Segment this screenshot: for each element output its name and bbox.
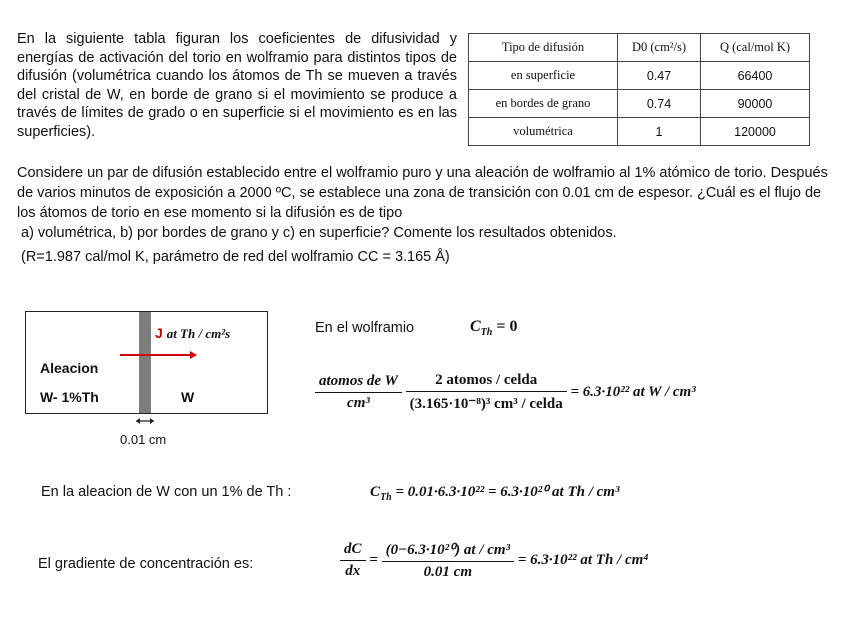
eq4-label: El gradiente de concentración es:	[38, 556, 254, 572]
table-cell: 90000	[701, 90, 810, 118]
table-row	[469, 90, 810, 118]
flux-label	[155, 325, 230, 342]
eq1-lhs: C	[470, 318, 481, 335]
eq4-rhs-fraction	[382, 540, 515, 581]
eq2-expression	[315, 372, 696, 413]
table-cell: 1	[618, 118, 701, 146]
eq2-rhs-numerator: 2 atomos / celda	[435, 372, 538, 388]
eq2-lhs-denominator: cm³	[315, 392, 402, 412]
problem-statement	[17, 163, 832, 243]
eq1-rhs: = 0	[496, 318, 518, 335]
flux-arrow-icon	[118, 349, 198, 361]
eq3-label: En la aleacion de W con un 1% de Th :	[41, 484, 292, 500]
diffusion-table	[468, 33, 810, 146]
eq3-lhs: C	[370, 484, 381, 500]
table-header-cell: Q (cal/mol K)	[701, 34, 810, 62]
eq4-lhs-denominator: dx	[340, 560, 366, 580]
eq3-sub: Th	[380, 492, 392, 503]
flux-symbol: J	[155, 325, 163, 341]
transition-zone-bar	[139, 312, 151, 413]
table-row	[469, 62, 810, 90]
table-cell: 66400	[701, 62, 810, 90]
eq1-label: En el wolframio	[315, 320, 415, 336]
table-cell: en superficie	[469, 62, 618, 90]
table-cell: 0.47	[618, 62, 701, 90]
eq4-expression: $\frac{dC}{dx}$ = $\frac{\text{(0−6.3·10²⁰) at / cm³}}{0.01 cm}$ = 6.3·10²² at Th / cm⁴	[340, 540, 649, 581]
eq4-rhs-denominator: 0.01 cm	[382, 561, 515, 581]
table-row	[469, 118, 810, 146]
alloy-label: Aleacion	[40, 360, 99, 376]
eq4-rhs-numerator: (0−6.3·10²⁰) at / cm³	[385, 542, 511, 558]
eq2-rhs-fraction	[406, 372, 567, 413]
table-header-row	[469, 34, 810, 62]
table-cell: 120000	[701, 118, 810, 146]
problem-line-1: Considere un par de difusión establecido entre el wolframio puro y una aleación de wolframio al 1% atómico de torio. Después de varios minutos de exposición a 2000 ºC, se establece una zona de transición con 0.01 cm de espesor. ¿Cuál es el flujo de los átomos de torio en ese momento si la difusión es de tipo	[17, 165, 828, 221]
table-cell: en bordes de grano	[469, 90, 618, 118]
intro-paragraph: En la siguiente tabla figuran los coeficientes de difusividad y energías de activación del torio en wolframio para distintos tipos de difusión (volumétrica cuando los átomos de Th se mueven a través del cristal de W, en borde de grano si el movimiento se produce a través de límites de grado o en superficie si el movimiento es en las superficies).	[17, 31, 457, 140]
eq4-lhs-numerator: dC	[344, 541, 362, 557]
eq2-rhs-denominator: (3.165·10⁻⁸)³ cm³ / celda	[406, 391, 567, 413]
eq4-result: = 6.3·10²² at Th / cm⁴	[517, 551, 649, 568]
thickness-arrow-icon	[133, 416, 157, 426]
eq1-sub: Th	[480, 327, 493, 339]
table-cell: volumétrica	[469, 118, 618, 146]
eq1-expression	[470, 318, 517, 338]
problem-line-2: a) volumétrica, b) por bordes de grano y c) en superficie? Comente los resultados obtenidos.	[21, 225, 617, 241]
table-header-cell: Tipo de difusión	[469, 34, 618, 62]
eq2-lhs-numerator: atomos de W	[319, 373, 398, 389]
eq2-lhs-fraction	[315, 373, 402, 412]
table-header-cell: D0 (cm²/s)	[618, 34, 701, 62]
eq3-expression	[370, 482, 619, 503]
tungsten-label: W	[181, 389, 195, 405]
eq2-result: = 6.3·10²² at W / cm³	[570, 383, 696, 400]
eq3-rhs: = 0.01·6.3·10²² = 6.3·10²⁰ at Th / cm³	[395, 484, 620, 500]
alloy-composition-label: W- 1%Th	[40, 389, 99, 405]
thickness-label: 0.01 cm	[120, 432, 167, 447]
eq4-lhs-fraction	[340, 541, 366, 580]
table-cell: 0.74	[618, 90, 701, 118]
constants-note: (R=1.987 cal/mol K, parámetro de red del wolframio CC = 3.165 Å)	[21, 249, 450, 265]
flux-units: at Th / cm²s	[166, 326, 231, 341]
